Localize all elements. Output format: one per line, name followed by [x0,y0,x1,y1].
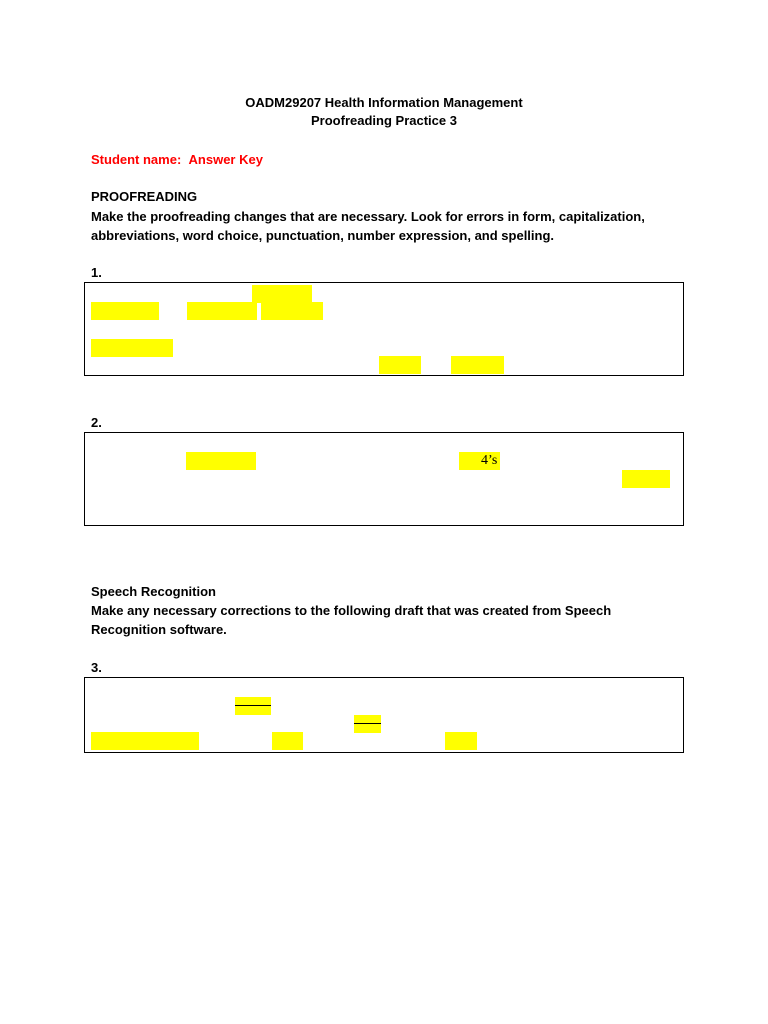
underline-mark [235,705,271,706]
student-name-label: Student name: [91,152,182,167]
speech-instructions-line2: Recognition software. [91,622,227,637]
highlight-mark [187,302,257,320]
student-name-value: Answer Key [188,152,263,167]
highlight-mark [272,732,303,750]
highlight-mark [186,452,256,470]
item-2-visible-text: 4’s [481,453,498,468]
proofreading-heading: PROOFREADING [91,189,198,204]
highlight-mark [91,732,199,750]
highlight-mark [91,339,173,357]
speech-instructions-line1: Make any necessary corrections to the following draft that was created from Speech [91,603,612,618]
highlight-mark [252,285,312,303]
item-2-number: 2. [91,415,102,430]
highlight-mark [622,470,670,488]
student-name-line [91,151,263,169]
item-3-number: 3. [91,660,102,675]
item-3-box [84,677,684,753]
highlight-mark [445,732,477,750]
highlight-mark [91,302,159,320]
highlight-mark [354,715,381,733]
highlight-mark [261,302,323,320]
proofreading-instructions-line1: Make the proofreading changes that are necessary. Look for errors in form, capitalization, [91,209,645,224]
proofreading-instructions-line2: abbreviations, word choice, punctuation, number expression, and spelling. [91,228,555,243]
item-1-box [84,282,684,376]
highlight-mark [235,697,271,715]
highlight-mark [459,452,500,470]
highlight-mark [379,356,421,374]
underline-mark [354,723,381,724]
practice-title: Proofreading Practice 3 [311,113,457,128]
item-1-number: 1. [91,265,102,280]
speech-heading: Speech Recognition [91,584,216,599]
course-title: OADM29207 Health Information Management [245,95,523,110]
highlight-mark [451,356,504,374]
item-2-box [84,432,684,526]
